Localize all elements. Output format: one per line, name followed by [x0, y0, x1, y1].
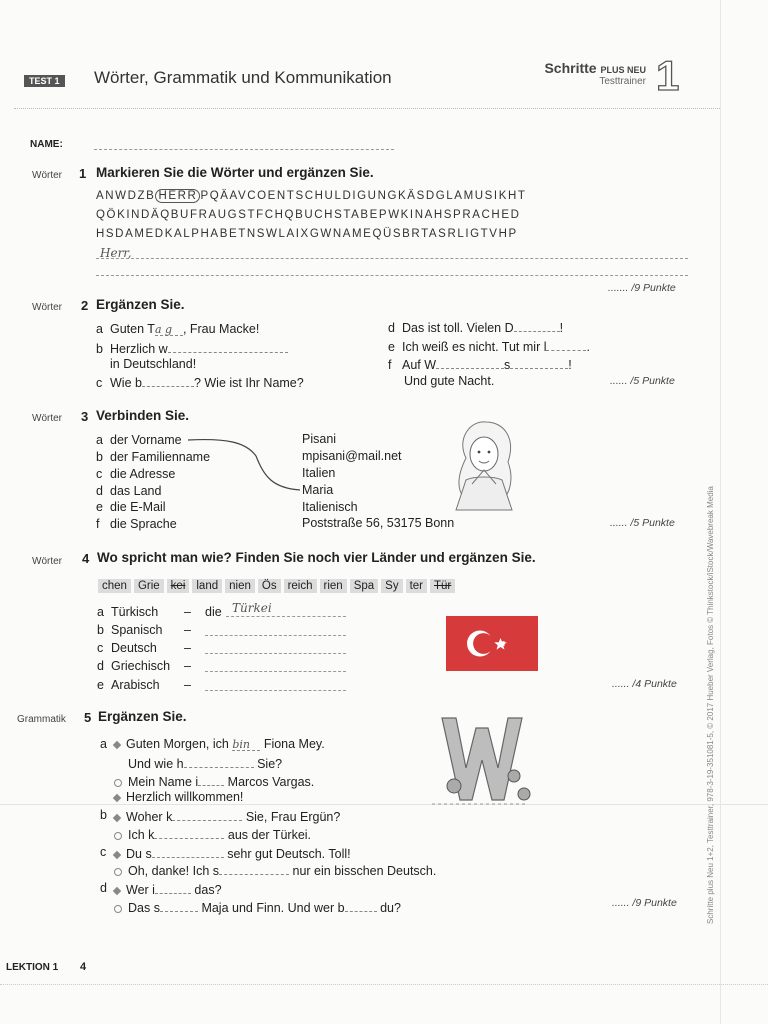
s3-left-e-text: die E-Mail — [110, 500, 166, 514]
s5-letter-d: d — [100, 881, 107, 895]
s2-c-post: ? Wie ist Ihr Name? — [193, 376, 304, 390]
s3-left-c-letter: c — [96, 467, 103, 481]
speaker-circle-icon — [114, 905, 122, 913]
s3-left-e-letter: e — [96, 500, 103, 514]
s5-letter-a: a — [100, 737, 107, 751]
s5-c1-gap[interactable] — [152, 845, 224, 858]
syllable[interactable]: rien — [320, 579, 347, 593]
s4-b-text: Spanisch — [111, 623, 163, 637]
s5-a2 — [128, 755, 282, 771]
s1-heading: Markieren Sie die Wörter und ergänzen Sie. — [96, 165, 374, 180]
s5-a1-post: Fiona Mey. — [263, 737, 325, 751]
s4-item-a — [97, 605, 158, 619]
s5-d2-post: du? — [380, 901, 401, 915]
puzzle-row-2: QÖKINDÄQBUFRAUGSTFCHQBUCHSTABEPWKINAHSPRACHED — [96, 209, 521, 221]
s5-points-text: /9 Punkte — [632, 897, 677, 909]
s4-d-text: Griechisch — [111, 659, 171, 673]
s2-c-pre: Wie b — [110, 376, 142, 390]
syllable[interactable]: Grie — [134, 579, 164, 593]
s3-left-f-letter: f — [96, 517, 100, 531]
s2-f-pre: Auf W — [402, 358, 437, 372]
s3-right-3[interactable]: Italien — [302, 466, 336, 480]
right-edge — [720, 0, 721, 1024]
s5-a2-pre: Und wie h — [128, 757, 184, 771]
circled-word: HERR — [155, 189, 200, 203]
s2-a-post: , Frau Macke! — [182, 322, 260, 336]
s5-a4-text: Herzlich willkommen! — [126, 790, 244, 804]
s2-points: ...... /5 Punkte — [610, 375, 675, 387]
syllable-bank — [98, 576, 458, 594]
s2-heading: Ergänzen Sie. — [96, 297, 185, 312]
s3-left-f-text: die Sprache — [110, 517, 177, 531]
s5-b1-post: Sie, Frau Ergün? — [245, 810, 341, 824]
speaker-diamond-icon — [113, 850, 121, 858]
speaker-circle-icon — [114, 832, 122, 840]
s3-points-text: /5 Punkte — [630, 517, 675, 529]
name-label: NAME: — [30, 139, 63, 150]
s2-b-pre: Herzlich w — [110, 342, 168, 356]
s3-left-f[interactable] — [96, 517, 177, 531]
s5-b2 — [114, 826, 311, 842]
s5-c2-post: nur ein bisschen Deutsch. — [292, 864, 437, 878]
s1-number: 1 — [79, 166, 87, 181]
s2-d-gap[interactable] — [514, 319, 560, 332]
s3-left-e[interactable] — [96, 500, 166, 514]
s1-tag: Wörter — [32, 170, 62, 181]
s1-points: ....... /9 Punkte — [608, 282, 676, 294]
s4-heading: Wo spricht man wie? Finden Sie noch vier Länder und ergänzen Sie. — [97, 550, 536, 565]
s3-left-d-text: das Land — [110, 484, 162, 498]
brand-plus: PLUS NEU — [600, 65, 646, 75]
s1-answer-line-2[interactable] — [96, 275, 688, 276]
s4-e-dash: – — [184, 678, 191, 692]
syllable[interactable]: nien — [225, 579, 255, 593]
s4-a-answer-line[interactable] — [226, 616, 346, 617]
s4-a-answer: Türkei — [232, 601, 272, 615]
s4-a-text: Türkisch — [111, 605, 159, 619]
mid-scan-line — [0, 804, 768, 805]
s5-b2-pre: Ich k — [128, 828, 155, 842]
s5-c1 — [114, 845, 351, 861]
s1-answer: Herr, — [100, 246, 132, 260]
s5-c2-pre: Oh, danke! Ich s — [128, 864, 220, 878]
s3-right-6[interactable]: Poststraße 56, 53175 Bonn — [302, 516, 455, 530]
s5-tag: Grammatik — [17, 714, 66, 725]
puzzle-row-3: HSDAMEDKALPHABETNSWLAIXGWNAMEQÜSBRTASRLIGTVHP — [96, 228, 518, 240]
s5-a3-post: Marcos Vargas. — [227, 775, 315, 789]
brand-block — [534, 60, 646, 87]
letter-w-illustration — [428, 714, 538, 806]
s2-e-letter: e — [388, 340, 395, 354]
s4-item-c — [97, 641, 157, 655]
s5-b1-gap[interactable] — [172, 808, 242, 821]
s4-a-letter: a — [97, 605, 104, 619]
s2-f-post: ! — [568, 358, 572, 372]
speaker-diamond-icon — [113, 740, 121, 748]
s4-e-answer-line[interactable] — [205, 690, 346, 691]
syllable[interactable]: Ös — [258, 579, 281, 593]
side-copyright: Schritte plus Neu 1+2, Testtrainer, 978-3-19-351081-5, © 2017 Hueber Verlag, Fotos © Thinkstock/iStock/Wavebreak Media — [706, 486, 715, 924]
s5-d2-gap-1[interactable] — [160, 899, 198, 912]
s4-number: 4 — [82, 551, 90, 566]
s4-c-letter: c — [97, 641, 104, 655]
s5-heading: Ergänzen Sie. — [98, 709, 187, 724]
s2-item-f-line2: Und gute Nacht. — [404, 374, 495, 388]
s4-points: ...... /4 Punkte — [612, 678, 677, 690]
s5-d2 — [114, 899, 401, 915]
s3-left-d-letter: d — [96, 484, 103, 498]
turkey-flag — [446, 616, 538, 671]
s2-b-letter: b — [96, 342, 103, 356]
puzzle-row-1-end: PQÄAVCOENTSCHULDIGUNGKÄSDGLAMUSIKHT — [200, 190, 527, 202]
syllable[interactable]: ter — [406, 579, 427, 593]
s2-e-post: . — [586, 340, 590, 354]
s4-d-answer-line[interactable] — [205, 671, 346, 672]
bottom-edge — [0, 984, 768, 985]
syllable[interactable]: reich — [284, 579, 317, 593]
s5-points: ...... /9 Punkte — [612, 897, 677, 909]
s3-left-a-text: der Vorname — [110, 433, 182, 447]
s3-tag: Wörter — [32, 413, 62, 424]
s4-item-e — [97, 678, 160, 692]
s5-b2-gap[interactable] — [154, 826, 224, 839]
syllable-used[interactable]: kei — [167, 579, 190, 593]
s2-item-a — [96, 322, 259, 336]
s2-number: 2 — [81, 298, 89, 313]
s5-a3 — [114, 773, 314, 789]
s5-c2-gap[interactable] — [219, 862, 289, 875]
s3-left-b-letter: b — [96, 450, 103, 464]
s5-b1-pre: Woher k — [126, 810, 173, 824]
syllable-used[interactable]: Tür — [430, 579, 455, 593]
s5-c1-post: sehr gut Deutsch. Toll! — [227, 847, 351, 861]
s4-a-prefix: die — [205, 605, 222, 619]
footer-lektion: LEKTION 1 — [6, 962, 59, 973]
speaker-circle-icon — [114, 868, 122, 876]
syllable[interactable]: Sy — [381, 579, 402, 593]
s4-b-answer-line[interactable] — [205, 635, 346, 636]
s2-item-e — [388, 338, 590, 354]
s2-item-b — [96, 340, 288, 356]
s2-item-b-line2: in Deutschland! — [110, 357, 197, 371]
s5-letter-c: c — [100, 845, 107, 859]
speaker-circle-icon — [114, 779, 122, 787]
s2-f-letter: f — [388, 358, 392, 372]
s2-tag: Wörter — [32, 302, 62, 313]
s5-d2-mid: Maja und Finn. Und wer b — [201, 901, 345, 915]
s3-right-2[interactable]: mpisani@mail.net — [302, 449, 402, 463]
s3-left-b-text: der Familienname — [110, 450, 211, 464]
s3-left-c-text: die Adresse — [110, 467, 176, 481]
s5-a2-gap[interactable] — [184, 755, 254, 768]
s3-left-c[interactable] — [96, 467, 175, 481]
s5-d2-pre: Das s — [128, 901, 160, 915]
s4-item-b — [97, 623, 162, 637]
puzzle-row-1-start: ANWDZB — [96, 190, 156, 202]
name-field[interactable] — [94, 149, 394, 150]
s5-d1-gap[interactable] — [155, 881, 191, 894]
s2-a-letter: a — [96, 322, 103, 336]
s1-points-text: /9 Punkte — [631, 282, 676, 294]
s2-a-gap[interactable]: a g — [155, 323, 183, 336]
test-badge: TEST 1 — [24, 75, 65, 87]
s3-points: ...... /5 Punkte — [610, 517, 675, 529]
s5-letter-b: b — [100, 808, 107, 822]
top-divider — [14, 108, 720, 109]
s5-a3-gap[interactable] — [198, 773, 224, 786]
s5-a3-pre: Mein Name i — [128, 775, 199, 789]
s5-d2-gap-2[interactable] — [345, 899, 377, 912]
s5-b2-post: aus der Türkei. — [227, 828, 312, 842]
connection-line — [186, 436, 302, 496]
s5-c1-pre: Du s — [126, 847, 152, 861]
s5-a4 — [114, 790, 243, 804]
brand-name: Schritte — [544, 60, 597, 76]
s4-b-letter: b — [97, 623, 104, 637]
footer-page-number: 4 — [80, 961, 87, 973]
s2-item-c — [96, 374, 304, 390]
brand-subtitle: Testtrainer — [599, 76, 646, 87]
s2-e-gap[interactable] — [546, 338, 586, 351]
s4-e-text: Arabisch — [111, 678, 160, 692]
syllable[interactable]: land — [192, 579, 222, 593]
s3-left-a-letter: a — [96, 433, 103, 447]
s4-a-dash: – — [184, 605, 191, 619]
s2-c-gap[interactable] — [142, 374, 194, 387]
woman-illustration — [446, 418, 522, 512]
s2-d-pre: Das ist toll. Vielen D — [402, 321, 514, 335]
s3-right-1[interactable]: Pisani — [302, 432, 337, 446]
s2-f-gap-2[interactable] — [510, 356, 568, 369]
s5-d1-post: das? — [194, 883, 222, 897]
s5-a1-pre: Guten Morgen, ich — [126, 737, 229, 751]
speaker-diamond-icon — [113, 886, 121, 894]
s4-tag: Wörter — [32, 556, 62, 567]
s2-d-letter: d — [388, 321, 395, 335]
s5-a1 — [114, 737, 325, 751]
puzzle-row-1 — [96, 190, 527, 202]
s4-c-answer-line[interactable] — [205, 653, 346, 654]
s1-answer-line-1[interactable] — [96, 258, 688, 259]
s3-number: 3 — [81, 409, 89, 424]
s4-d-letter: d — [97, 659, 104, 673]
s2-c-letter: c — [96, 376, 103, 390]
s4-e-letter: e — [97, 678, 104, 692]
s5-d1-pre: Wer i — [126, 883, 155, 897]
s3-left-a[interactable] — [96, 433, 182, 447]
s4-b-dash: – — [184, 623, 191, 637]
s3-right-5[interactable]: Italienisch — [302, 500, 358, 514]
s2-item-f — [388, 356, 572, 372]
s4-points-text: /4 Punkte — [632, 678, 677, 690]
s4-c-dash: – — [184, 641, 191, 655]
syllable[interactable]: chen — [98, 579, 131, 593]
test-number: 1 — [656, 52, 680, 99]
s4-d-dash: – — [184, 659, 191, 673]
page-title: Wörter, Grammatik und Kommunikation — [94, 68, 392, 87]
s4-c-text: Deutsch — [111, 641, 157, 655]
s2-e-pre: Ich weiß es nicht. Tut mir l — [402, 340, 547, 354]
s5-b1 — [114, 808, 340, 824]
syllable[interactable]: Spa — [350, 579, 378, 593]
s2-f-gap-1[interactable] — [436, 356, 504, 369]
s3-left-d[interactable] — [96, 484, 161, 498]
s5-a1-gap[interactable]: bin — [232, 738, 260, 751]
speaker-diamond-icon — [113, 813, 121, 821]
s2-d-post: ! — [559, 321, 564, 335]
s4-item-d — [97, 659, 170, 673]
s2-f-mid: s — [504, 358, 511, 372]
s2-b-gap[interactable] — [168, 340, 288, 353]
s5-d1 — [114, 881, 222, 897]
s5-a2-post: Sie? — [257, 757, 283, 771]
s2-a-pre: Guten T — [110, 322, 155, 336]
s5-number: 5 — [84, 710, 92, 725]
s3-right-4[interactable]: Maria — [302, 483, 334, 497]
s5-c2 — [114, 862, 436, 878]
s2-points-text: /5 Punkte — [630, 375, 675, 387]
speaker-diamond-icon — [113, 793, 121, 801]
s3-heading: Verbinden Sie. — [96, 408, 190, 423]
s2-item-d — [388, 319, 563, 335]
